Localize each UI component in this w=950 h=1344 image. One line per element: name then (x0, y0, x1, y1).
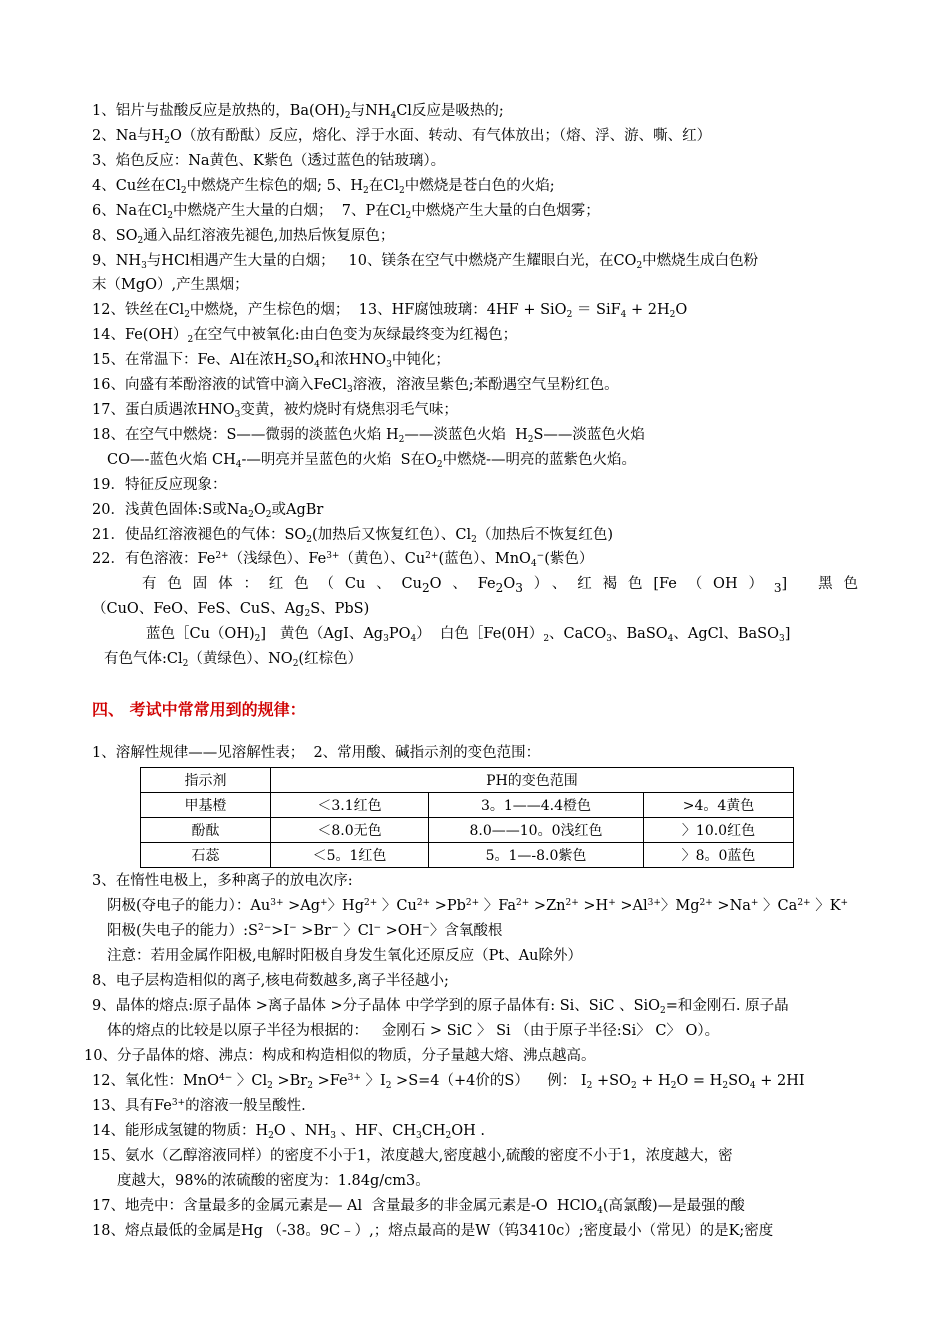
text-line: （CuO、FeO、FeS、CuS、$Ag_2S$、PbS) (92, 601, 370, 619)
text-line: 12、氧化性：MnO$^{4-}$ 〉$Cl_2 >Br_2 >Fe^{3+}$ 〉$I_2 >S=4(+4$价的S） 例： $I_2 +SO_2 + H_2O = H_2SO_4 + 2HI$ (92, 1073, 805, 1091)
table-cell: 甲基橙 (141, 793, 271, 818)
table-cell: ＜3.1红色 (271, 793, 429, 818)
text-line: 12、铁丝在$Cl_2$中燃烧，产生棕色的烟； 13、HF腐蚀玻璃：$4HF + SiO_2 = SiF_4 + 2H_2O$ (92, 302, 688, 320)
text-line: 15、氨水（乙醇溶液同样）的密度不小于1，浓度越大,密度越小,硫酸的密度不小于1，浓度越大，密 (92, 1148, 733, 1164)
table-cell: 3。1——4.4橙色 (429, 793, 644, 818)
text-line: 21．使品红溶液褪色的气体：$SO_2$(加热后又恢复红色）、$Cl_2$（加热后不恢复红色) (92, 527, 614, 545)
text-line: 20．浅黄色固体:S或$Na_2O_2$或AgBr (92, 502, 324, 520)
text-line: 有色气体$:Cl_2$（黄绿色）、$NO_2$(红棕色） (104, 651, 363, 669)
text-line: 22．有色溶液：$Fe^{2+}$（浅绿色）、$Fe^{3+}$（黄色）、$Cu^{2+}$(蓝色）、MnO$_4$−(紫色） (92, 551, 594, 569)
text-line: CO—-蓝色火焰 $CH_4-—$明亮并呈蓝色的火焰 S在$O_2$中燃烧-—明亮的蓝紫色火焰。 (107, 452, 637, 470)
text-line: 18、熔点最低的金属是Hg （-38。9C﹣）,；熔点最高的是W（钨3410c）;密度最小（常见）的是K;密度 (92, 1223, 774, 1239)
table-cell: 酚酞 (141, 818, 271, 843)
text-line: 有色固体：红色（Cu、$Cu_2O$、$Fe_2O_3$）、红褐色$[Fe(OH)_3]$ 黑色 (142, 576, 858, 595)
text-line: 末（MgO）,产生黑烟； (92, 277, 249, 293)
table-cell: 8.0——10。0浅红色 (429, 818, 644, 843)
text-line: 13、具有$Fe^{3+}$的溶液一般呈酸性. (92, 1098, 306, 1114)
text-line: 阴极(夺电子的能力）：$Au^{3+} >Ag^+$〉$Hg^{2+}$ 〉$Cu^{2+} >Pb^{2+}$ 〉$Fa^{2+} >Zn^{2+} >H^+ >Al^{3+}$〉$Mg^{2+} >Na^+$ 〉$Ca^{2+}$ 〉K+ (107, 898, 849, 914)
text-line: 4、Cu丝在$Cl_2$中燃烧产生棕色的烟; 5、$H_2$在$Cl_2$中燃烧是苍白色的火焰; (92, 178, 555, 196)
indicator-table (140, 767, 794, 868)
table-cell: 石蕊 (141, 843, 271, 868)
table-cell: 〉8。0蓝色 (644, 843, 794, 868)
text-line: 16、向盛有苯酚溶液的试管中滴入FeCl$_3$溶液，溶液呈紫色;苯酚遇空气呈粉红色。 (92, 377, 619, 395)
text-line: 2、Na与$H_2O$（放有酚酞）反应，熔化、浮于水面、转动、有气体放出；（熔、浮、游、嘶、红） (92, 128, 712, 146)
text-line: 8、电子层构造相似的离子,核电荷数越多,离子半径越小; (92, 973, 449, 989)
text-line: 3、焰色反应：Na黄色、K紫色（透过蓝色的钴玻璃）。 (92, 153, 446, 169)
text-line: 17、蛋白质遇浓$HNO_3$变黄，被灼烧时有烧焦羽毛气味； (92, 402, 458, 420)
text-line: 19．特征反应现象： (92, 477, 227, 493)
text-line: 8、$SO_2$通入品红溶液先褪色,加热后恢复原色； (92, 228, 395, 246)
section-heading: 四、 考试中常常用到的规律： (92, 700, 306, 719)
text-line: 体的熔点的比较是以原子半径为根据的： 金刚石 > SiC 〉 Si （由于原子半径:Si〉 C〉 O）。 (107, 1023, 720, 1039)
table-cell: 5。1—-8.0紫色 (429, 843, 644, 868)
table-cell: ＜8.0无色 (271, 818, 429, 843)
text-line: 14、能形成氢键的物质：$H_2O$ 、$NH_3$ 、HF、$CH_3CH_2OH$ . (92, 1123, 485, 1141)
table-cell: 〉10.0红色 (644, 818, 794, 843)
text-line: 14、$Fe(OH)_2$在空气中被氧化:由白色变为灰绿最终变为红褐色； (92, 327, 518, 345)
text-line: 10、分子晶体的熔、沸点：构成和构造相似的物质，分子量越大熔、沸点越高。 (84, 1048, 596, 1064)
table-row (141, 793, 794, 818)
text-line: 阳极(失电子的能力）$:S^{2-}>I^- >Br^-$ 〉Cl− >OH−〉含氧酸根 (107, 923, 503, 939)
text-line: 9、晶体的熔点:原子晶体 >离子晶体 >分子晶体 中学学到的原子晶体有: Si、SiC 、SiO$_2$=和金刚石. 原子晶 (92, 998, 789, 1016)
text-line: 度越大，98%的浓硫酸的密度为：1.84g/cm3。 (117, 1173, 430, 1189)
text-line: 1、铝片与盐酸反应是放热的，$Ba(OH)_2$与$NH_4Cl$反应是吸热的; (92, 103, 504, 121)
text-line: 注意：若用金属作阳极,电解时阳极自身发生氧化还原反应（Pt、Au除外） (107, 948, 582, 964)
table-cell: >4。4黄色 (644, 793, 794, 818)
text-line: 17、地壳中：含量最多的金属元素是— Al 含量最多的非金属元素是-O HClO$_4$(高氯酸)—是最强的酸 (92, 1198, 745, 1216)
table-header-row (141, 768, 794, 793)
text-line: 蓝色$[Cu(OH)_2$] 黄色（AgI、$Ag_3PO_4$） 白色$[Fe(0H)_2$、CaCO$_3$、BaSO$_4$、AgCl、BaSO$_3$] (146, 626, 791, 644)
text-line: 1、溶解性规律——见溶解性表； 2、常用酸、碱指示剂的变色范围： (92, 745, 541, 761)
text-line: 3、在惰性电极上，多种离子的放电次序: (92, 873, 353, 889)
text-line: 15、在常温下：Fe、Al在浓$H_2SO_4$和浓$HNO_3$中钝化； (92, 352, 450, 370)
table-row (141, 818, 794, 843)
table-row (141, 843, 794, 868)
table-cell: ＜5。1红色 (271, 843, 429, 868)
table-header-cell: PH的变色范围 (271, 768, 794, 793)
text-line: 6、Na在$Cl_2$中燃烧产生大量的白烟； 7、P在$Cl_2$中燃烧产生大量的白色烟雾； (92, 203, 600, 221)
text-line: 18、在空气中燃烧：S——微弱的淡蓝色火焰 $H_2——$淡蓝色火焰 $H_2S——$淡蓝色火焰 (92, 427, 645, 445)
text-line: 9、$NH_3$与HCl相遇产生大量的白烟； 10、镁条在空气中燃烧产生耀眼白光，在$CO_2$中燃烧生成白色粉 (92, 253, 759, 271)
table-header-cell: 指示剂 (141, 768, 271, 793)
